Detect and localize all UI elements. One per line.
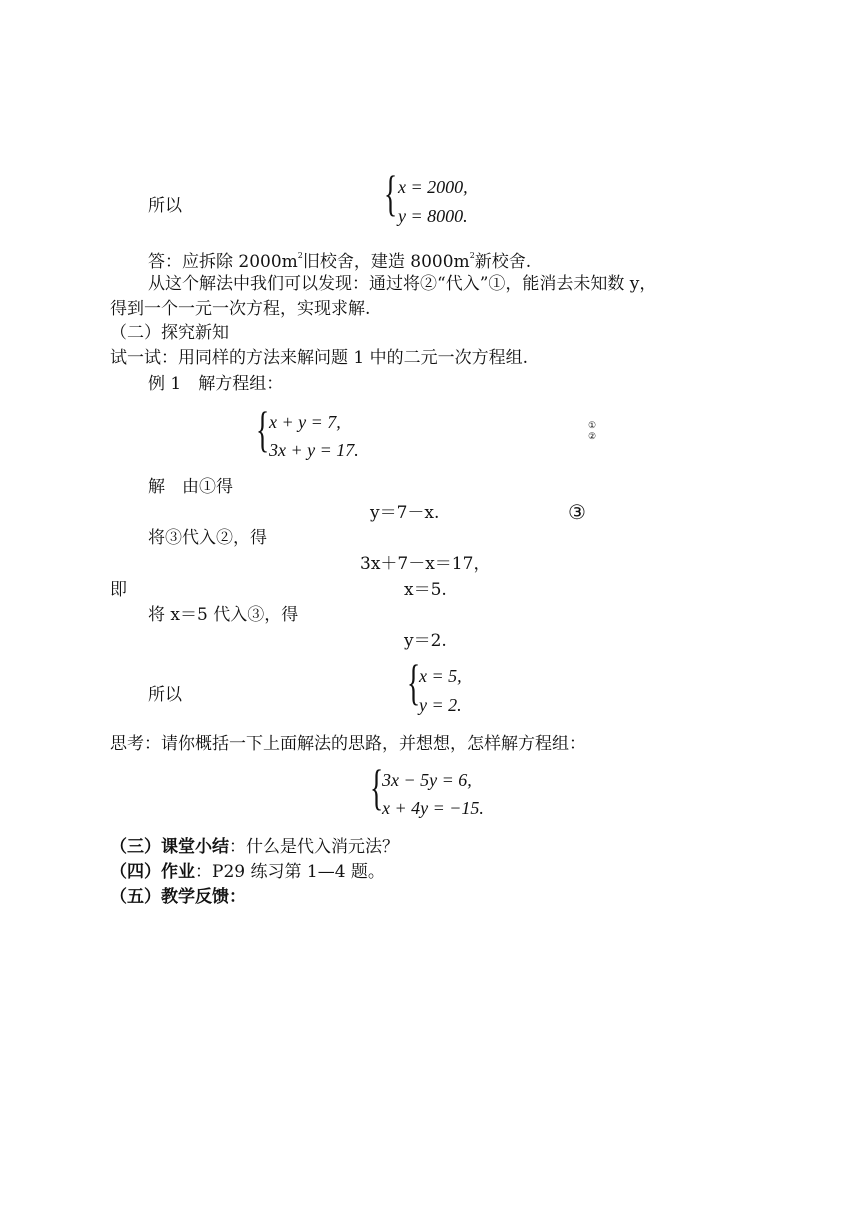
system3-eq2: y = 2. — [419, 695, 462, 715]
summary-line: （三）课堂小结：什么是代入消元法？ — [110, 837, 399, 857]
think-question: 思考：请你概括一下上面解法的思路，并想想，怎样解方程组： — [110, 734, 586, 754]
system1-eq1: x = 2000, — [398, 177, 468, 197]
homework-heading: （四）作业 — [110, 862, 195, 882]
brace-4: { — [370, 759, 384, 815]
feedback-line — [110, 886, 246, 908]
paragraph-line2: 得到一个一元一次方程，实现求解. — [110, 299, 371, 319]
step4-equation: y＝2. — [404, 631, 447, 651]
system2-eq2: 3x + y = 17. — [269, 440, 359, 460]
feedback-heading: （五）教学反馈： — [110, 887, 246, 907]
marker-2: ② — [588, 432, 597, 442]
system4-eq1: 3x − 5y = 6, — [382, 770, 472, 790]
brace-3: { — [407, 654, 421, 710]
paragraph-line1: 从这个解法中我们可以发现：通过将②“代入”①，能消去未知数 y， — [148, 274, 657, 294]
system1-eq2: y = 8000. — [398, 206, 468, 226]
brace-1: { — [384, 165, 398, 221]
step2-equation: 3x＋7－x＝17， — [360, 554, 491, 574]
system3-eq1: x = 5, — [419, 666, 462, 686]
system2-eq1: x + y = 7, — [269, 412, 341, 432]
step3-equation: x＝5. — [404, 580, 447, 600]
label-suoyi-1: 所以 — [148, 196, 182, 216]
homework-line: （四）作业：P29 练习第 1—4 题。 — [110, 862, 385, 882]
answer-line: 答：应拆除 $2000m^2$旧校舍，建造 $8000m^2$新校舍. — [148, 251, 532, 272]
marker-3: ③ — [568, 500, 586, 524]
solution-intro: 解 由①得 — [148, 477, 233, 497]
section-heading-2: （二）探究新知 — [110, 323, 229, 343]
system4-eq2: x + 4y = −15. — [382, 798, 484, 818]
summary-heading: （三）课堂小结 — [110, 837, 229, 857]
try-it-text: 试一试：用同样的方法来解问题 1 中的二元一次方程组. — [110, 348, 529, 368]
label-suoyi-2: 所以 — [148, 685, 182, 705]
label-ji: 即 — [110, 580, 127, 600]
example-label: 例 1 解方程组： — [148, 374, 284, 394]
step4-intro: 将 x＝5 代入③，得 — [148, 605, 299, 625]
step1-equation: y＝7－x. — [370, 503, 440, 523]
marker-1: ① — [588, 421, 597, 431]
step2-intro: 将③代入②，得 — [148, 528, 267, 548]
brace-2: { — [256, 401, 270, 457]
